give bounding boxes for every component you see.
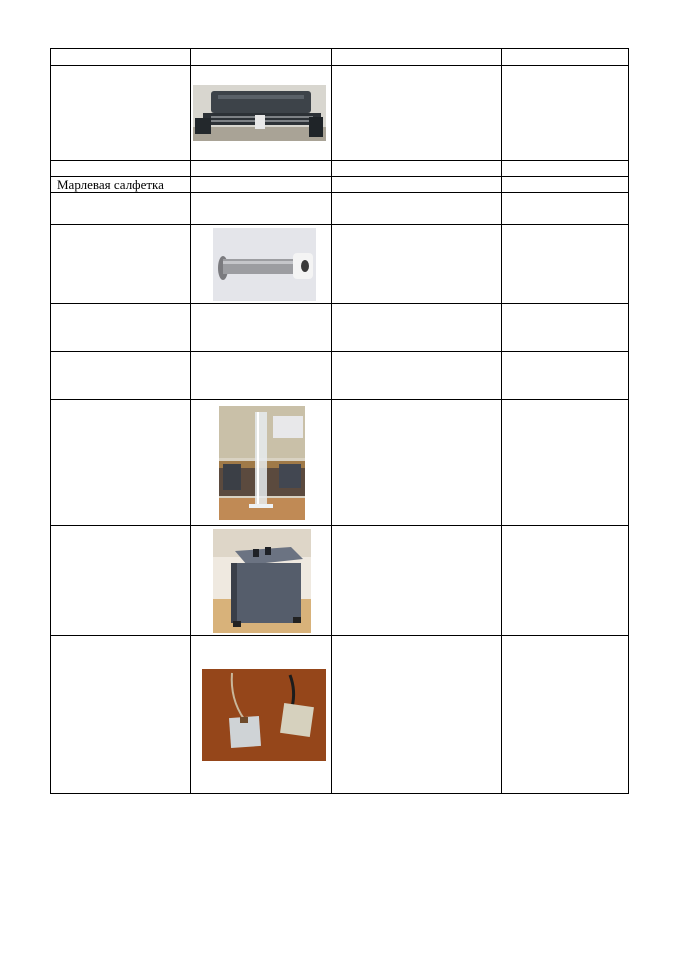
table-cell (332, 400, 502, 526)
table-row (51, 526, 629, 636)
table-cell: Марлевая салфетка (51, 177, 191, 193)
device-photo (193, 85, 326, 141)
table-row (51, 304, 629, 352)
table-cell (51, 304, 191, 352)
table-cell (191, 225, 332, 304)
table-row (51, 193, 629, 225)
rod-photo (213, 228, 316, 301)
electrodes-photo (202, 669, 326, 761)
table-row (51, 66, 629, 161)
table-cell (502, 304, 629, 352)
table-row (51, 177, 629, 193)
table-cell (332, 193, 502, 225)
table-row (51, 49, 629, 66)
table-cell (191, 304, 332, 352)
table-cell (332, 352, 502, 400)
table-cell (332, 177, 502, 193)
measuring-cylinder-photo (219, 406, 305, 520)
table-cell (502, 526, 629, 636)
table-cell (332, 161, 502, 177)
table-cell (191, 161, 332, 177)
table-cell (332, 66, 502, 161)
table-cell (332, 526, 502, 636)
table-cell (502, 66, 629, 161)
table-row (51, 400, 629, 526)
table-cell (332, 49, 502, 66)
table-cell (51, 352, 191, 400)
table-cell (51, 49, 191, 66)
table-row (51, 225, 629, 304)
table-cell (51, 193, 191, 225)
table-cell (332, 636, 502, 794)
table-row (51, 352, 629, 400)
table-cell (51, 636, 191, 794)
table-row (51, 636, 629, 794)
equipment-table (50, 48, 629, 794)
table-cell (191, 49, 332, 66)
table-cell (51, 225, 191, 304)
table-cell (191, 352, 332, 400)
table-cell (51, 526, 191, 636)
table-cell (332, 304, 502, 352)
table-cell (502, 400, 629, 526)
table-cell (191, 400, 332, 526)
table-cell (502, 177, 629, 193)
table-cell (502, 49, 629, 66)
table-cell (51, 400, 191, 526)
table-cell (191, 636, 332, 794)
table-cell (502, 161, 629, 177)
table-cell (191, 526, 332, 636)
table-cell (191, 177, 332, 193)
metal-box-photo (213, 529, 311, 633)
table-cell (51, 66, 191, 161)
table-cell (502, 225, 629, 304)
table-cell (191, 66, 332, 161)
table-cell (502, 352, 629, 400)
table-cell (502, 636, 629, 794)
table-cell (502, 193, 629, 225)
table-cell (51, 161, 191, 177)
table-cell (332, 225, 502, 304)
table-cell (191, 193, 332, 225)
table-row (51, 161, 629, 177)
